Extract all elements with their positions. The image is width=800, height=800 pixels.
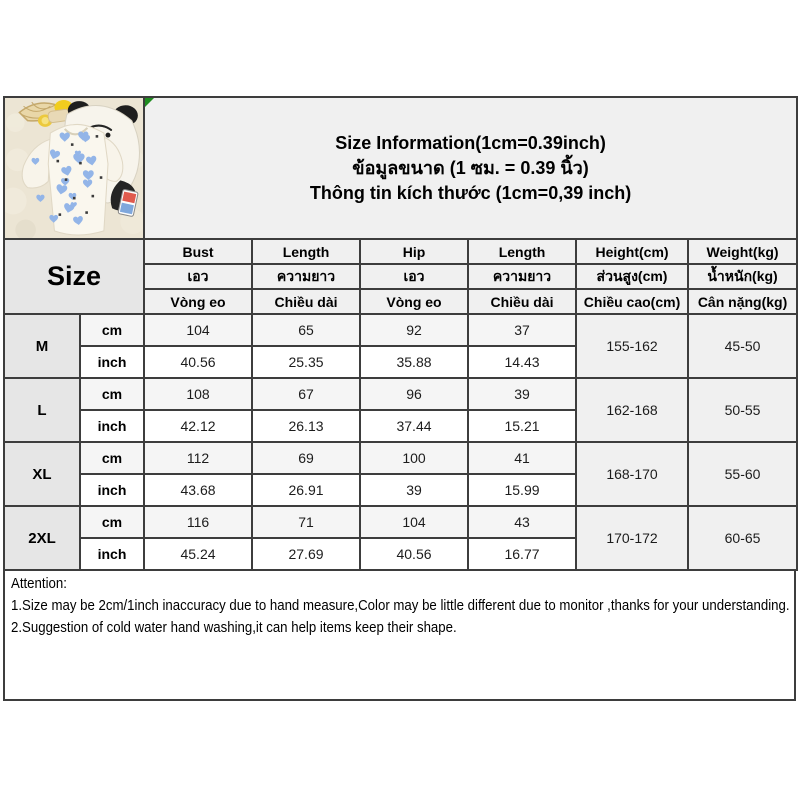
product-photo bbox=[4, 97, 144, 239]
measurement-cell: 39 bbox=[468, 378, 576, 410]
size-chart-table bbox=[3, 96, 798, 571]
weight-range-cell: 55-60 bbox=[688, 442, 797, 506]
height-range-cell: 155-162 bbox=[576, 314, 688, 378]
header-weight-en: Weight(kg) bbox=[688, 239, 797, 264]
measurement-cell: 35.88 bbox=[360, 346, 468, 378]
header-length2-vi: Chiều dài bbox=[468, 289, 576, 314]
title-th: ข้อมูลขนาด (1 ซม. = 0.39 นิ้ว) bbox=[352, 157, 589, 178]
measurement-cell: 92 bbox=[360, 314, 468, 346]
size-header-cell: Size bbox=[4, 239, 144, 314]
header-bust-th: เอว bbox=[144, 264, 252, 289]
header-bust-en: Bust bbox=[144, 239, 252, 264]
unit-cell-cm: cm bbox=[80, 506, 144, 538]
weight-range-cell: 45-50 bbox=[688, 314, 797, 378]
measurement-cell: 42.12 bbox=[144, 410, 252, 442]
unit-cell-cm: cm bbox=[80, 378, 144, 410]
header-height-th: ส่วนสูง(cm) bbox=[576, 264, 688, 289]
weight-range-cell: 50-55 bbox=[688, 378, 797, 442]
measurement-cell: 112 bbox=[144, 442, 252, 474]
measurement-cell: 25.35 bbox=[252, 346, 360, 378]
title-vi: Thông tin kích thước (1cm=0,39 inch) bbox=[309, 182, 632, 203]
size-label-m: M bbox=[4, 314, 80, 378]
header-length-vi: Chiều dài bbox=[252, 289, 360, 314]
measurement-cell: 27.69 bbox=[252, 538, 360, 570]
measurement-cell: 15.21 bbox=[468, 410, 576, 442]
measurement-cell: 26.13 bbox=[252, 410, 360, 442]
unit-cell-inch: inch bbox=[80, 474, 144, 506]
measurement-cell: 71 bbox=[252, 506, 360, 538]
attention-item: 1.Size may be 2cm/1inch inaccuracy due to hand measure,Color may be little different due to monitor ,thanks for your understanding. bbox=[11, 597, 790, 615]
measurement-cell: 39 bbox=[360, 474, 468, 506]
attention-box bbox=[3, 569, 796, 701]
page-title bbox=[145, 131, 796, 206]
measurement-cell: 37 bbox=[468, 314, 576, 346]
header-height-en: Height(cm) bbox=[576, 239, 688, 264]
header-weight-vi: Cân nặng(kg) bbox=[688, 289, 797, 314]
measurement-cell: 100 bbox=[360, 442, 468, 474]
corner-flag-icon bbox=[145, 98, 154, 107]
header-weight-th: น้ำหนัก(kg) bbox=[688, 264, 797, 289]
measurement-cell: 40.56 bbox=[360, 538, 468, 570]
attention-item: 2.Suggestion of cold water hand washing,it can help items keep their shape. bbox=[11, 619, 457, 637]
size-label-2xl: 2XL bbox=[4, 506, 80, 570]
header-hip-vi: Vòng eo bbox=[360, 289, 468, 314]
height-range-cell: 162-168 bbox=[576, 378, 688, 442]
header-hip-th: เอว bbox=[360, 264, 468, 289]
unit-cell-inch: inch bbox=[80, 410, 144, 442]
header-length2-th: ความยาว bbox=[468, 264, 576, 289]
header-length-th: ความยาว bbox=[252, 264, 360, 289]
measurement-cell: 69 bbox=[252, 442, 360, 474]
measurement-cell: 104 bbox=[144, 314, 252, 346]
product-photo-illustration bbox=[5, 98, 143, 238]
measurement-cell: 16.77 bbox=[468, 538, 576, 570]
height-range-cell: 168-170 bbox=[576, 442, 688, 506]
measurement-cell: 14.43 bbox=[468, 346, 576, 378]
measurement-cell: 116 bbox=[144, 506, 252, 538]
height-range-cell: 170-172 bbox=[576, 506, 688, 570]
weight-range-cell: 60-65 bbox=[688, 506, 797, 570]
title-en: Size Information(1cm=0.39inch) bbox=[335, 132, 606, 153]
measurement-cell: 43 bbox=[468, 506, 576, 538]
measurement-cell: 108 bbox=[144, 378, 252, 410]
measurement-cell: 43.68 bbox=[144, 474, 252, 506]
header-length2-en: Length bbox=[468, 239, 576, 264]
measurement-cell: 96 bbox=[360, 378, 468, 410]
unit-cell-inch: inch bbox=[80, 346, 144, 378]
title-cell bbox=[144, 97, 797, 239]
measurement-cell: 26.91 bbox=[252, 474, 360, 506]
measurement-cell: 41 bbox=[468, 442, 576, 474]
measurement-cell: 40.56 bbox=[144, 346, 252, 378]
measurement-cell: 45.24 bbox=[144, 538, 252, 570]
unit-cell-cm: cm bbox=[80, 314, 144, 346]
measurement-cell: 67 bbox=[252, 378, 360, 410]
size-chart-sheet bbox=[3, 96, 796, 701]
header-length-en: Length bbox=[252, 239, 360, 264]
measurement-cell: 37.44 bbox=[360, 410, 468, 442]
measurement-cell: 15.99 bbox=[468, 474, 576, 506]
size-label-xl: XL bbox=[4, 442, 80, 506]
header-bust-vi: Vòng eo bbox=[144, 289, 252, 314]
unit-cell-cm: cm bbox=[80, 442, 144, 474]
unit-cell-inch: inch bbox=[80, 538, 144, 570]
size-label-l: L bbox=[4, 378, 80, 442]
attention-heading: Attention: bbox=[11, 575, 67, 593]
header-height-vi: Chiều cao(cm) bbox=[576, 289, 688, 314]
measurement-cell: 104 bbox=[360, 506, 468, 538]
header-hip-en: Hip bbox=[360, 239, 468, 264]
measurement-cell: 65 bbox=[252, 314, 360, 346]
